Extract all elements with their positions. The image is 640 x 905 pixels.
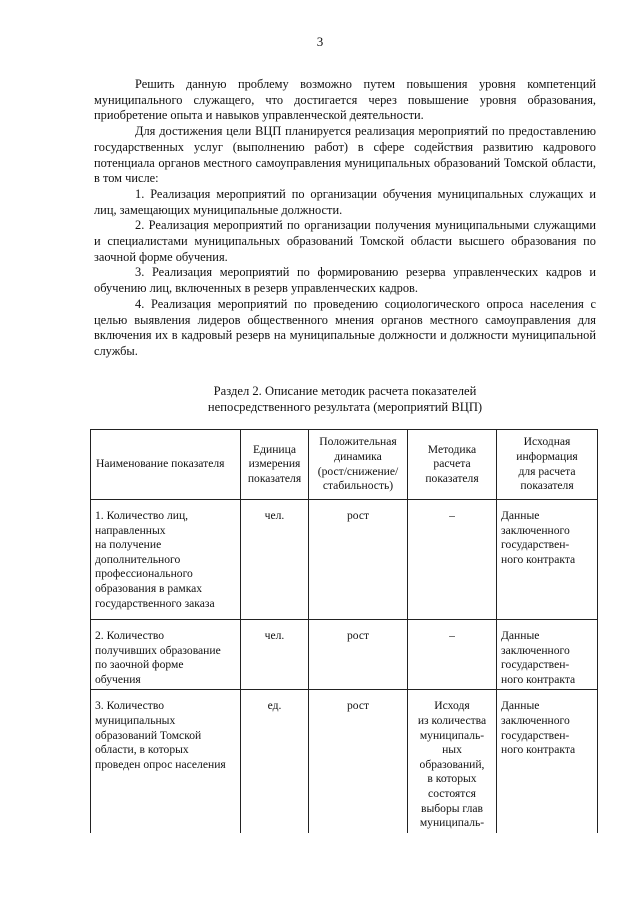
cell-unit: чел. bbox=[241, 620, 309, 690]
table-row bbox=[91, 690, 598, 833]
header-source: Исходная информация для расчета показателя bbox=[497, 430, 598, 500]
cell-dynamics: рост bbox=[309, 620, 408, 690]
body-text bbox=[94, 77, 596, 360]
table-row bbox=[91, 500, 598, 620]
header-name: Наименование показателя bbox=[91, 430, 241, 500]
paragraph-item-2: 2. Реализация мероприятий по организации получения муниципальными служащими и специалистами муниципальных образований Томской области высшего образования по заочной форме обучения. bbox=[94, 218, 596, 264]
cell-method: – bbox=[408, 620, 497, 690]
section-title-line-2: непосредственного результата (мероприятий ВЦП) bbox=[207, 400, 483, 414]
paragraph-problem: Решить данную проблему возможно путем повышения уровня компетенций муниципального служащего, что достигается через повышение уровня образования, приобретение опыта и навыков управленческой деятельности. bbox=[94, 77, 596, 123]
cell-unit: чел. bbox=[241, 500, 309, 620]
cell-source: Данные заключенного государствен- ного контракта bbox=[497, 690, 598, 833]
cell-dynamics: рост bbox=[309, 690, 408, 833]
cell-dynamics: рост bbox=[309, 500, 408, 620]
table-row bbox=[91, 620, 598, 690]
paragraph-goal: Для достижения цели ВЦП планируется реализация мероприятий по предоставлению государственных услуг (выполнению работ) в сфере содействия развитию кадрового потенциала органов местного самоуправления муниципальных образований Томской области, в том числе: bbox=[94, 124, 596, 186]
paragraph-item-3: 3. Реализация мероприятий по формированию резерва управленческих кадров и обучению лиц, включенных в резерв управленческих кадров. bbox=[94, 265, 596, 296]
indicators-table bbox=[90, 429, 598, 833]
header-unit: Единица измерения показателя bbox=[241, 430, 309, 500]
section-title-line-1: Раздел 2. Описание методик расчета показателей bbox=[213, 384, 477, 398]
paragraph-item-4: 4. Реализация мероприятий по проведению социологического опроса населения с целью выявления лидеров общественного мнения органов местного самоуправления для включения их в кадровый резерв на муниципальные должности и должности муниципальной службы. bbox=[94, 296, 596, 358]
cell-name: 2. Количество получивших образование по заочной форме обучения bbox=[91, 620, 241, 690]
page-number: 3 bbox=[316, 34, 324, 49]
header-dynamics: Положительная динамика (рост/снижение/ стабильность) bbox=[309, 430, 408, 500]
cell-source: Данные заключенного государствен- ного контракта bbox=[497, 500, 598, 620]
cell-name: 3. Количество муниципальных образований Томской области, в которых проведен опрос населения bbox=[91, 690, 241, 833]
header-method: Методика расчета показателя bbox=[408, 430, 497, 500]
paragraph-item-1: 1. Реализация мероприятий по организации обучения муниципальных служащих и лиц, замещающих муниципальные должности. bbox=[94, 186, 596, 217]
table-header-row bbox=[91, 430, 598, 500]
cell-unit: ед. bbox=[241, 690, 309, 833]
cell-source: Данные заключенного государствен- ного контракта bbox=[497, 620, 598, 690]
cell-method: – bbox=[408, 500, 497, 620]
section-title bbox=[94, 383, 596, 415]
cell-name: 1. Количество лиц, направленных на получение дополнительного профессионального образования в рамках государственного заказа bbox=[91, 500, 241, 620]
cell-method: Исходя из количества муниципаль- ных образований, в которых состоятся выборы глав муниципаль- bbox=[408, 690, 497, 833]
